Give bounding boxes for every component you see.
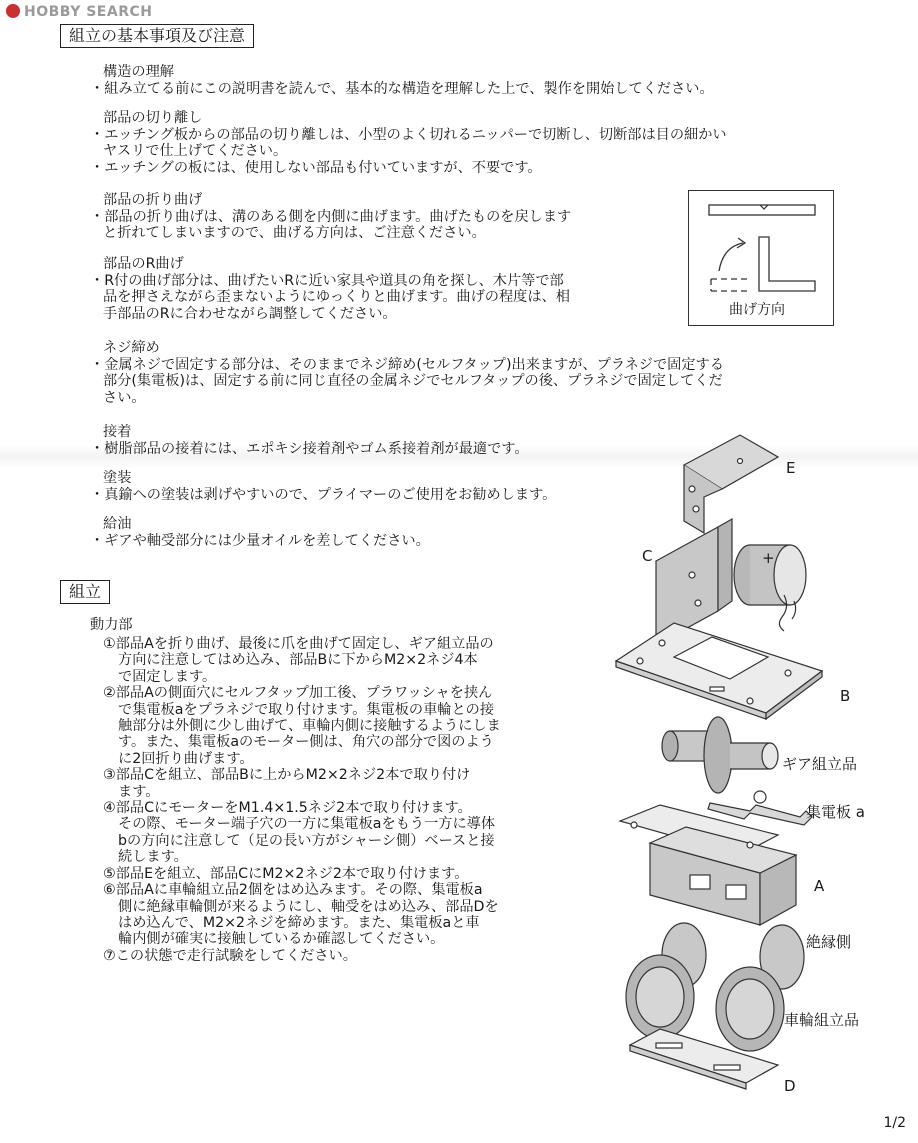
- exploded-assembly-diagram: [600, 425, 900, 1105]
- cutting-block: [90, 110, 727, 176]
- step-1-line-3: で固定します。: [118, 668, 217, 685]
- collector-plate-a-icon: [708, 791, 812, 825]
- structure-block: [90, 64, 714, 97]
- structure-line-1: ・組み立てる前にこの説明書を読んで、基本的な構造を理解した上で、製作を開始してください。: [90, 80, 714, 97]
- watermark-text: HOBBY SEARCH: [24, 4, 153, 20]
- step-7: [103, 948, 501, 964]
- rbend-heading: 部品のR曲げ: [103, 256, 184, 272]
- step-4-line-4: 続します。: [118, 849, 188, 866]
- screws-line-2: 部分(集電板)は、固定する前に同じ直径の金属ネジでセルフタップの後、プラネジで固定してくだ: [103, 373, 723, 389]
- bending-line-2: と折れてしまいますので、曲げる方向は、ご注意ください。: [103, 225, 486, 241]
- cutting-line-1: ・エッチング板からの部品の切り離しは、小型のよく切れるニッパーで切断し、切断部は目の細かい: [90, 126, 727, 143]
- bending-heading: 部品の折り曲げ: [103, 192, 203, 208]
- glue-heading: 接着: [103, 424, 132, 440]
- part-a-chassis-icon: [620, 805, 796, 925]
- watermark: [6, 4, 152, 20]
- step-2-line-2: で集電板aをプラネジで取り付けます。集電板の車輪との接: [118, 701, 495, 718]
- step-6-line-4: 輪内側が確実に接触しているか確認してください。: [118, 931, 445, 948]
- label-plus: +: [762, 549, 775, 567]
- screws-line-1: ・金属ネジで固定する部分は、そのままでネジ締め(セルフタップ)出来ますが、プラネジで固定する: [90, 356, 724, 373]
- step-1-line-2: 方向に注意してはめ込み、部品Bに下からM2×2ネジ4本: [118, 652, 478, 669]
- step-4: [103, 800, 501, 866]
- label-a: A: [814, 877, 825, 895]
- step-1: [103, 636, 501, 685]
- screws-heading: ネジ締め: [103, 340, 160, 356]
- label-b: B: [840, 687, 851, 705]
- step-5: [103, 866, 501, 882]
- oil-line-1: ・ギアや軸受部分には少量オイルを差してください。: [90, 532, 430, 549]
- assembly-steps: [103, 636, 501, 964]
- screws-line-3: さい。: [103, 389, 146, 406]
- glue-block: [90, 424, 529, 457]
- label-e: E: [786, 459, 796, 477]
- paint-heading: 塗装: [103, 470, 132, 486]
- power-unit-heading: 動力部: [90, 617, 133, 633]
- oil-block: [90, 516, 430, 549]
- glue-line-1: ・樹脂部品の接着には、エポキシ接着剤やゴム系接着剤が最適です。: [90, 440, 529, 457]
- step-4-line-1: ④部品CにモーターをM1.4×1.5ネジ2本で取り付けます。: [103, 800, 472, 817]
- hobby-search-logo-icon: [6, 4, 20, 18]
- step-6-line-1: ⑥部品Aに車輪組立品2個をはめ込みます。その際、集電板a: [103, 882, 483, 899]
- label-insulated-side: 絶縁側: [806, 933, 852, 951]
- rbend-line-2: 品を押さえながら歪まないようにゆっくりと曲げます。曲げの程度は、相: [103, 289, 570, 305]
- step-3-line-2: ます。: [118, 783, 160, 800]
- oil-heading: 給油: [103, 516, 132, 532]
- label-gear-assembly: ギア組立品: [782, 755, 858, 773]
- bending-block: [90, 192, 571, 242]
- part-b-plate-icon: [616, 623, 822, 719]
- rbend-block: [90, 256, 570, 322]
- step-2-line-5: に2回折り曲げます。: [118, 750, 254, 767]
- bend-direction-label: 曲げ方向: [729, 302, 785, 318]
- rbend-line-3: 手部品のRに合わせながら調整してください。: [103, 305, 397, 322]
- bending-line-1: ・部品の折り曲げは、溝のある側を内側に曲げます。曲げたものを戻します: [90, 208, 572, 225]
- structure-heading: 構造の理解: [103, 64, 174, 80]
- bent-part-icon: [759, 237, 815, 291]
- step-6-line-3: はめ込んで、M2×2ネジを締めます。また、集電板aと車: [118, 914, 480, 931]
- step-4-line-3: bの方向に注意して（足の長い方がシャーシ側）ベースと接: [118, 832, 495, 849]
- step-2-line-4: す。また、集電板aのモーター側は、角穴の部分で図のよう: [118, 734, 494, 751]
- step-6-line-2: 側に絶縁車輪側が来るようにし、軸受をはめ込み、部品Dを: [118, 898, 499, 915]
- paint-block: [90, 470, 556, 503]
- section-title-assembly: 組立: [60, 580, 110, 604]
- step-3: [103, 767, 501, 800]
- bend-direction-diagram: [688, 190, 834, 326]
- wheel-assembly-icon: [626, 923, 804, 1051]
- step-4-line-2: その際、モーター端子穴の一方に集電板aをもう一方に導体: [118, 816, 496, 833]
- cutting-line-2: ヤスリで仕上げてください。: [103, 143, 288, 159]
- dashed-original-icon: [711, 279, 749, 291]
- step-7-line-1: ⑦この状態で走行試験をしてください。: [103, 947, 357, 964]
- label-wheel-assembly: 車輪組立品: [784, 1011, 860, 1029]
- cutting-line-3: ・エッチングの板には、使用しない部品も付いていますが、不要です。: [90, 159, 542, 176]
- step-2-line-3: 触部分は外側に少し曲げて、車輪内側に接触するようにしま: [118, 718, 501, 735]
- cutting-heading: 部品の切り離し: [103, 110, 203, 126]
- label-c: C: [642, 547, 653, 565]
- step-1-line-1: ①部品Aを折り曲げ、最後に爪を曲げて固定し、ギア組立品の: [103, 636, 494, 652]
- section-title-basics: 組立の基本事項及び注意: [60, 24, 254, 48]
- paint-line-1: ・真鍮への塗装は剥げやすいので、プライマーのご使用をお勧めします。: [90, 486, 557, 503]
- step-5-line-1: ⑤部品Eを組立、部品CにM2×2ネジ2本で取り付けます。: [103, 865, 469, 882]
- step-3-line-1: ③部品Cを組立、部品Bに上からM2×2ネジ2本で取り付け: [103, 767, 471, 784]
- page-number: 1/2: [883, 1115, 906, 1131]
- label-d: D: [784, 1077, 796, 1095]
- step-6: [103, 882, 501, 948]
- step-2: [103, 685, 501, 767]
- gear-assembly-icon: [662, 717, 778, 793]
- label-collector-plate: 集電板 a: [806, 803, 865, 821]
- screws-block: [90, 340, 724, 406]
- rbend-line-1: ・R付の曲げ部分は、曲げたいRに近い家具や道具の角を探し、木片等で部: [90, 272, 564, 289]
- part-e-icon: [684, 435, 778, 533]
- step-2-line-1: ②部品Aの側面穴にセルフタップ加工後、プラワッシャを挟ん: [103, 685, 493, 702]
